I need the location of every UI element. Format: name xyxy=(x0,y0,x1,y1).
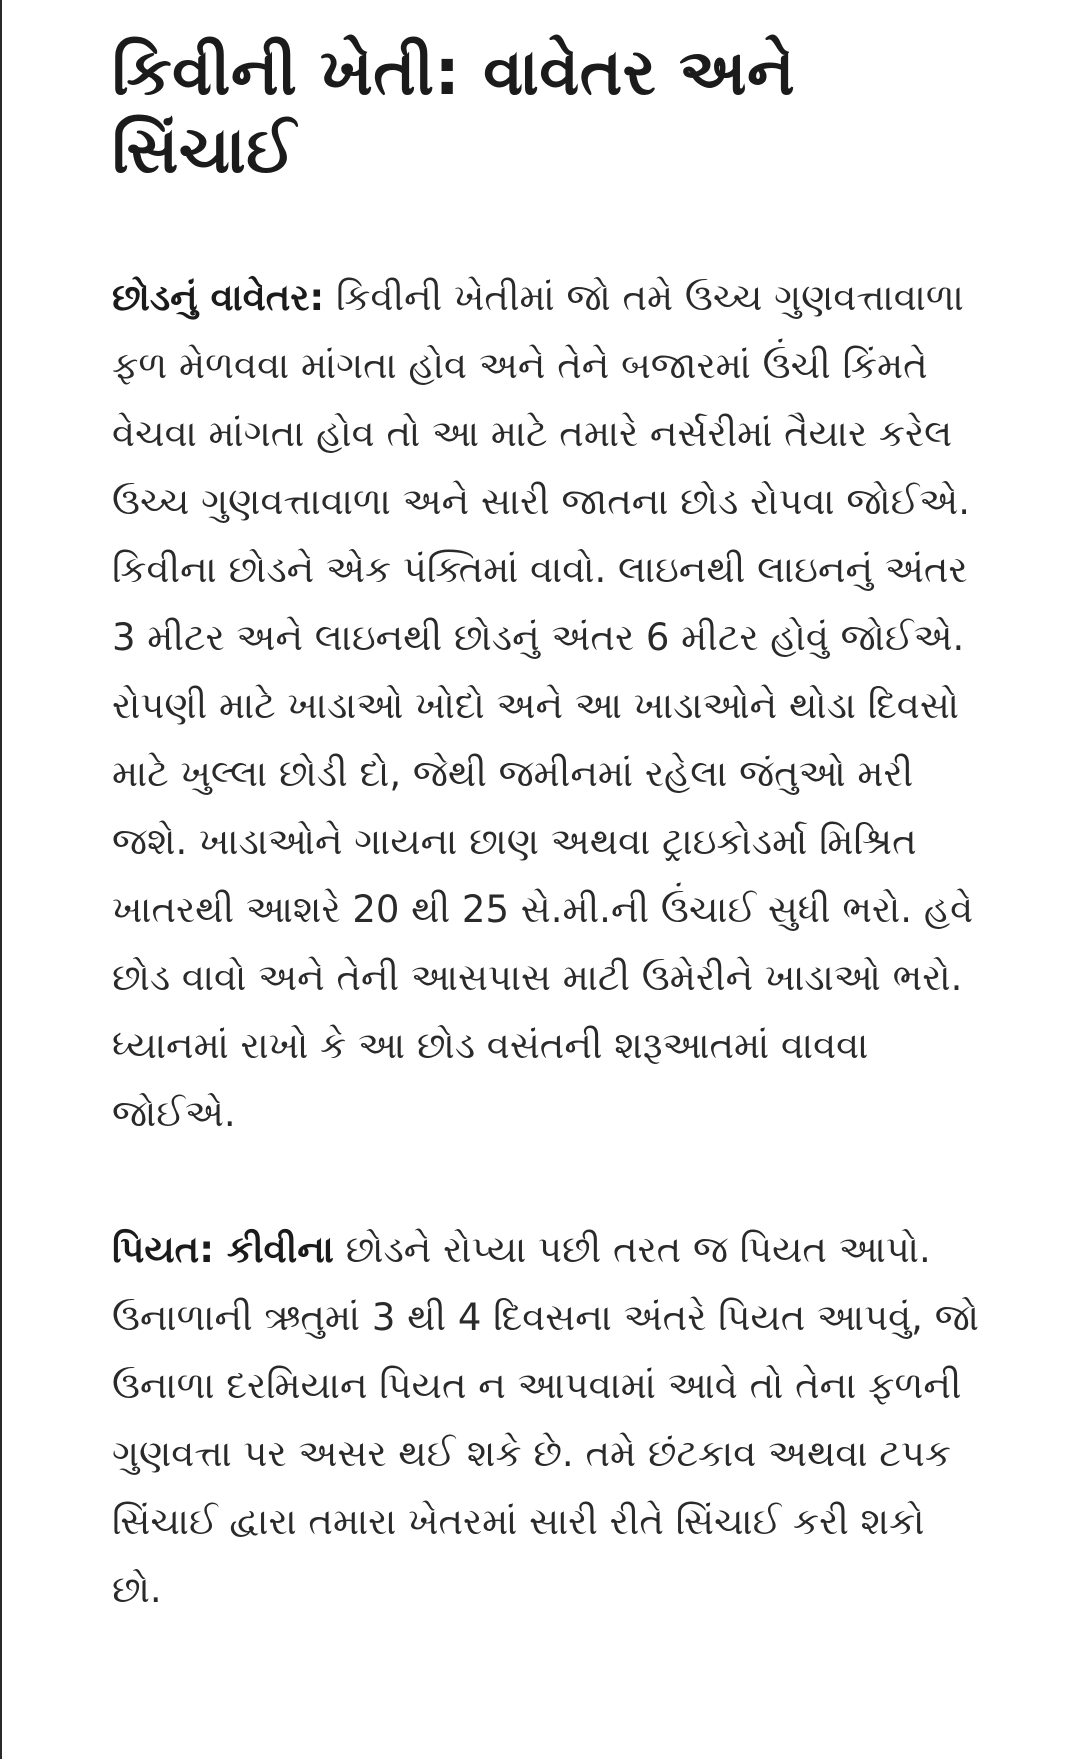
section-irrigation-heading: પિયત: કીવીના xyxy=(112,1228,334,1271)
section-planting-body: કિવીની ખેતીમાં જો તમે ઉચ્ચ ગુણવત્તાવાળા ફળ મેળવવા માંગતા હોવ અને તેને બજારમાં ઉંચી કિંમતે વેચવા માંગતા હોવ તો આ માટે તમારે નર્સરીમાં તૈયાર કરેલ ઉચ્ચ ગુણવત્તાવાળા અને સારી જાતના છોડ રોપવા જોઈએ. કિવીના છોડને એક પંક્તિમાં વાવો. લાઇનથી લાઇનનું અંતર 3 મીટર અને લાઇનથી છોડનું અંતર 6 મીટર હોવું જોઈએ. રોપણી માટે ખાડાઓ ખોદો અને આ ખાડાઓને થોડા દિવસો માટે ખુલ્લા છોડી દો, જેથી જમીનમાં રહેલા જંતુઓ મરી જશે. ખાડાઓને ગાયના છાણ અથવા ટ્રાઇકોડર્મા મિશ્રિત ખાતરથી આશરે 20 થી 25 સે.મી.ની ઉંચાઈ સુધી ભરો. હવે છોડ વાવો અને તેની આસપાસ માટી ઉમેરીને ખાડાઓ ભરો. ધ્યાનમાં રાખો કે આ છોડ વસંતની શરૂઆતમાં વાવવા જોઈએ. xyxy=(112,276,974,1135)
article-title: કિવીની ખેતી: વાવેતર અને સિંચાઈ xyxy=(112,36,796,188)
left-border-line xyxy=(0,0,2,1759)
section-irrigation-body: છોડને રોપ્યા પછી તરત જ પિયત આપો. ઉનાળાની ઋતુમાં 3 થી 4 દિવસના અંતરે પિયત આપવું, જો ઉનાળા દરમિયાન પિયત ન આપવામાં આવે તો તેના ફળની ગુણવત્તા પર અસર થઈ શકે છે. તમે છંટકાવ અથવા ટપક સિંચાઈ દ્વારા તમારા ખેતરમાં સારી રીતે સિંચાઈ કરી શકો છો. xyxy=(112,1228,979,1611)
section-planting xyxy=(112,264,982,1148)
article xyxy=(112,34,982,1624)
section-planting-heading: છોડનું વાવેતર: xyxy=(112,276,325,319)
section-irrigation xyxy=(112,1216,982,1624)
